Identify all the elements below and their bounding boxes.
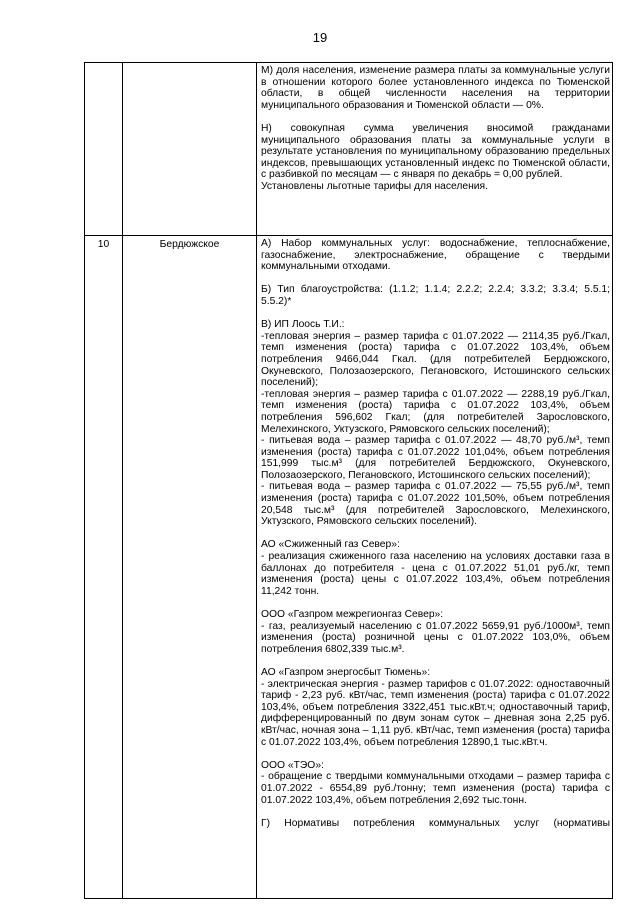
paragraph-gas-header: ООО «Газпром межрегионгаз Север»:: [261, 609, 444, 620]
paragraph-electricity-header: АО «Газпром энергосбыт Тюмень»:: [261, 666, 431, 678]
paragraph-lpg-header: АО «Сжиженный газ Север»:: [261, 539, 400, 551]
paragraph-lgot: Установлены льготные тарифы для населения.: [261, 180, 488, 192]
paragraph-heat-2: -тепловая энергия – размер тарифа с 01.07.2022 — 2288,19 руб./Гкал, темп изменения (роста) тарифа с 01.07.2022 103,4%, объем потребления 596,602 Гкал; (для потребителей Зарословского, Мелехинского, Уктузского, Рямовского сельских поселений);: [261, 388, 610, 435]
row-number-cell: 10: [85, 236, 123, 899]
paragraph-b: Б) Тип благоустройства: (1.1.2; 1.1.4; 2.2.2; 2.2.4; 3.3.2; 3.3.4; 5.5.1; 5.5.2)*: [261, 284, 610, 307]
paragraph-a: А) Набор коммунальных услуг: водоснабжение, теплоснабжение, газоснабжение, электроснабжение, обращение с твердыми коммунальными отходами.: [261, 238, 610, 273]
municipality-name-cell: [123, 63, 257, 236]
row-number-cell: [85, 63, 123, 236]
table-row: [85, 236, 613, 899]
paragraph-water-1: - питьевая вода – размер тарифа с 01.07.2022 — 48,70 руб./м³, темп изменения (роста) тарифа с 01.07.2022 101,04%, объем потребления 151,999 тыс.м³ (для потребителей Бердюжского, Окуневского, Полозаозерского, Пегановского, Истошинского сельских поселений);: [261, 435, 610, 481]
paragraph-g: Г) Нормативы потребления коммунальных услуг (нормативы: [261, 817, 610, 829]
paragraph-m: М) доля населения, изменение размера платы за коммунальные услуги в отношении которого более установленного индекса по Тюменской области, в общей численности населения на территории муниципального образования и Тюменской области — 0%.: [261, 65, 610, 111]
paragraph-heat-1: -тепловая энергия – размер тарифа с 01.07.2022 — 2114,35 руб./Гкал, темп изменения (роста) тарифа с 01.07.2022 103,4%, объем потребления 9466,044 Гкал. (для потребителей Бердюжского, Окуневского, Полозаозерского, Пегановского, Истошинского сельских поселений);: [261, 330, 610, 389]
paragraph-n: Н) совокупная сумма увеличения вносимой гражданами муниципального образования платы за коммунальные услуги в результате установления по муниципальному образованию предельных индексов, превышающих установленный индекс по Тюменской области, с разбивкой по месяцам — с января по декабрь = 0,00 рублей.: [261, 122, 610, 181]
page-number: 19: [312, 30, 328, 45]
paragraph-waste: - обращение с твердыми коммунальными отходами – размер тарифа с 01.07.2022 - 6554,89 руб./тонну; темп изменения (роста) тарифа с 01.07.2022 103,4%, объем потребления 2,692 тыс.тонн.: [261, 771, 610, 806]
tariff-table: [84, 62, 613, 899]
paragraph-waste-header: ООО «ТЭО»:: [261, 759, 324, 771]
paragraph-v-header: В) ИП Лоось Т.И.:: [261, 319, 345, 331]
table-row: [85, 63, 613, 236]
municipality-name-cell: Бердюжское: [123, 236, 257, 899]
paragraph-water-2: - питьевая вода – размер тарифа с 01.07.2022 — 75,55 руб./м³, темп изменения (роста) тарифа с 01.07.2022 101,50%, объем потребления 20,548 тыс.м³ (для потребителей Зарословского, Мелехинского, Уктузского, Рямовского сельских поселений).: [261, 481, 610, 528]
paragraph-electricity: - электрическая энергия - размер тарифов с 01.07.2022: одноставочный тариф - 2,23 руб. кВт/час, темп изменения (роста) тарифа с 01.07.2022 103,4%, объем потребления 3322,451 тыс.кВт.ч; одноставочный тариф, дифференцированный по двум зонам суток – дневная зона 2,25 руб. кВт/час, ночная зона – 1,11 руб. кВт/час, темп изменения (роста) тарифа с 01.07.2022 103,4%, объем потребления 12890,1 тыс.кВт.ч.: [261, 678, 610, 748]
paragraph-gas: - газ, реализуемый населению с 01.07.2022 5659,91 руб./1000м³, темп изменения (роста) розничной цены с 01.07.2022 103,0%, объем потребления 6802,339 тыс.м³.: [261, 620, 610, 655]
paragraph-lpg: - реализация сжиженного газа населению на условиях доставки газа в баллонах до потребителя - цена с 01.07.2022 51,01 руб./кг, темп изменения (роста) цены с 01.07.2022 103,4%, объем потребления 11,242 тонн.: [261, 551, 610, 597]
row-content-cell: [257, 63, 613, 236]
row-content-cell: [257, 236, 613, 899]
